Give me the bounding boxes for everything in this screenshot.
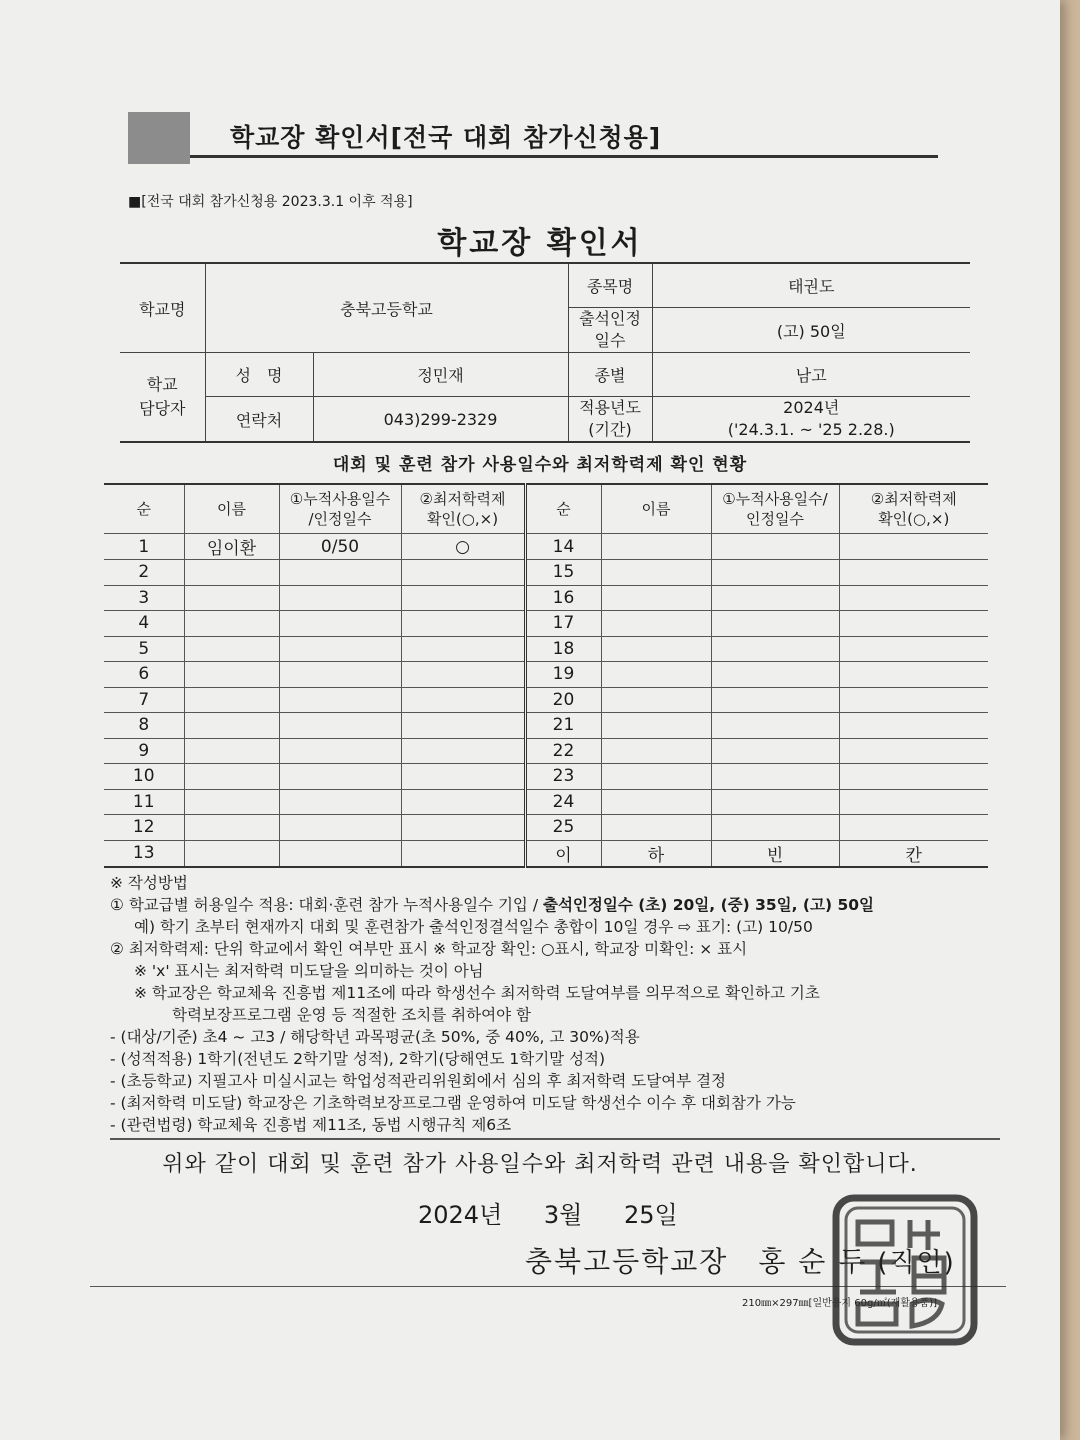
table-cell: 8 (104, 713, 184, 739)
table-cell (839, 738, 988, 764)
table-cell (601, 815, 711, 841)
table-cell (401, 815, 525, 841)
table-cell (279, 662, 401, 688)
table-row (104, 611, 988, 637)
table-cell: 12 (104, 815, 184, 841)
table-cell (401, 738, 525, 764)
table-cell (601, 662, 711, 688)
table-cell (184, 560, 279, 586)
table-cell (184, 611, 279, 637)
col-header: ①누적사용일수 /인정일수 (279, 484, 401, 534)
date-year: 2024년 (418, 1201, 503, 1229)
col-header: 이름 (184, 484, 279, 534)
type-label: 종별 (568, 353, 652, 397)
sport-label: 종목명 (568, 263, 652, 308)
school-value: 충북고등학교 (205, 263, 568, 353)
table-cell (279, 840, 401, 867)
table-cell (401, 560, 525, 586)
form-header (128, 112, 938, 164)
table-cell: 11 (104, 789, 184, 815)
instructions (110, 872, 1010, 1136)
table-cell: 9 (104, 738, 184, 764)
header-grey-block (128, 112, 190, 164)
school-label: 학교명 (120, 263, 205, 353)
table-cell: 25 (525, 815, 601, 841)
contact-value: 043)299-2329 (313, 397, 568, 443)
table-cell (401, 636, 525, 662)
date-month: 3월 (543, 1201, 583, 1229)
table-cell: ○ (401, 534, 525, 560)
table-cell (711, 585, 839, 611)
table-cell: 20 (525, 687, 601, 713)
table-row (104, 585, 988, 611)
table-cell: 16 (525, 585, 601, 611)
table-cell (184, 662, 279, 688)
year-value: 2024년 (783, 398, 840, 417)
table-cell (711, 662, 839, 688)
table-cell: 4 (104, 611, 184, 637)
form-header-title: 학교장 확인서[전국 대회 참가신청용] (230, 123, 662, 152)
col-header: 순 (104, 484, 184, 534)
table-row (104, 840, 988, 867)
col-header: ②최저학력제 확인(○,×) (401, 484, 525, 534)
detail-4: - (최저학력 미도달) 학교장은 기초학력보장프로그램 운영하여 미도달 학생선수 이수 후 대회참가 가능 (110, 1094, 796, 1112)
table-cell (711, 687, 839, 713)
table-cell (184, 585, 279, 611)
official-seal-icon (830, 1192, 980, 1348)
table-cell: 7 (104, 687, 184, 713)
table-cell (839, 764, 988, 790)
table-cell (401, 713, 525, 739)
table-row (104, 560, 988, 586)
table-cell (839, 687, 988, 713)
table-cell: 3 (104, 585, 184, 611)
col-header: 순 (525, 484, 601, 534)
table-cell (711, 534, 839, 560)
table-row (104, 534, 988, 560)
table-cell (839, 789, 988, 815)
table-cell (601, 789, 711, 815)
detail-3: - (초등학교) 지필고사 미실시교는 학업성적관리위원회에서 심의 후 최저학력 도달여부 결정 (110, 1072, 727, 1090)
table-row (104, 636, 988, 662)
period-value: ('24.3.1. ~ '25 2.28.) (727, 420, 895, 439)
table-cell (401, 611, 525, 637)
table-cell (711, 764, 839, 790)
table-cell: 21 (525, 713, 601, 739)
table-cell (601, 687, 711, 713)
attendance-value: (고) 50일 (652, 308, 970, 353)
paper-spec: 210㎜×297㎜[일반용지 60g/㎡(재활용품)] (742, 1298, 938, 1309)
note-2-a: ※ 'x' 표시는 최저학력 미도달을 의미하는 것이 아님 (134, 962, 484, 980)
participation-table (104, 483, 988, 868)
table-cell (184, 713, 279, 739)
notes-heading: ※ 작성방법 (110, 874, 188, 892)
col-header: ①누적사용일수/ 인정일수 (711, 484, 839, 534)
table-cell (279, 636, 401, 662)
table-cell: 칸 (839, 840, 988, 867)
note-1: ① 학교급별 허용일수 적용: 대회·훈련 참가 누적사용일수 기입 / 출석인정일수 (초) 20일, (중) 35일, (고) 50일 (110, 896, 875, 914)
confirm-statement: 위와 같이 대회 및 훈련 참가 사용일수와 최저학력 관련 내용을 확인합니다. (162, 1152, 918, 1177)
table-cell: 15 (525, 560, 601, 586)
attendance-label: 출석인정 일수 (568, 308, 652, 353)
table-cell (184, 738, 279, 764)
table-cell (401, 789, 525, 815)
school-info-table (120, 262, 970, 443)
detail-1: - (대상/기준) 초4 ~ 고3 / 해당학년 과목평균(초 50%, 중 40%, 고 30%)적용 (110, 1028, 640, 1046)
table-cell (711, 738, 839, 764)
table-cell (401, 585, 525, 611)
detail-5: - (관련법령) 학교체육 진흥법 제11조, 동법 시행규칙 제6조 (110, 1116, 512, 1134)
divider (110, 1138, 1000, 1140)
date-day: 25일 (624, 1201, 678, 1229)
table-cell (279, 687, 401, 713)
table-cell (601, 611, 711, 637)
table-row (104, 815, 988, 841)
table-cell (279, 815, 401, 841)
sport-value: 태권도 (652, 263, 970, 308)
table-cell: 0/50 (279, 534, 401, 560)
table-cell (601, 636, 711, 662)
table-cell (711, 636, 839, 662)
note-2-b1: ※ 학교장은 학교체육 진흥법 제11조에 따라 학생선수 최저학력 도달여부를 의무적으로 확인하고 기초 (134, 984, 820, 1002)
table-cell: 5 (104, 636, 184, 662)
table-cell (711, 713, 839, 739)
table-cell (279, 611, 401, 637)
table-cell: 23 (525, 764, 601, 790)
table-cell (401, 764, 525, 790)
table-cell: 하 (601, 840, 711, 867)
table-cell (601, 585, 711, 611)
table-cell (279, 713, 401, 739)
table-cell (279, 585, 401, 611)
type-value: 남고 (652, 353, 970, 397)
col-header: ②최저학력제 확인(○,×) (839, 484, 988, 534)
year-cell (652, 397, 970, 443)
table-cell: 14 (525, 534, 601, 560)
table-cell: 13 (104, 840, 184, 867)
table-cell (839, 585, 988, 611)
table-cell (601, 560, 711, 586)
table-cell: 24 (525, 789, 601, 815)
table-cell: 이 (525, 840, 601, 867)
seal-label: (직인) (877, 1248, 956, 1278)
table-cell: 17 (525, 611, 601, 637)
table-cell (601, 713, 711, 739)
col-header: 이름 (601, 484, 711, 534)
table-cell (401, 840, 525, 867)
table-cell (279, 738, 401, 764)
year-label: 적용년도 (기간) (568, 397, 652, 443)
table-cell (401, 687, 525, 713)
note-2-b2: 학력보장프로그램 운영 등 적절한 조치를 취하여야 함 (172, 1006, 531, 1024)
table-cell: 2 (104, 560, 184, 586)
table-cell (601, 764, 711, 790)
table-row (104, 687, 988, 713)
table-cell (184, 840, 279, 867)
table-cell (184, 636, 279, 662)
table-cell (711, 815, 839, 841)
name-label: 성 명 (205, 353, 313, 397)
table-cell: 19 (525, 662, 601, 688)
table-cell (839, 636, 988, 662)
table-row (104, 764, 988, 790)
table-cell: 18 (525, 636, 601, 662)
name-value: 정민재 (313, 353, 568, 397)
table-cell (711, 560, 839, 586)
table-cell (601, 738, 711, 764)
table-cell (839, 611, 988, 637)
note-1-example: 예) 학기 초부터 현재까지 대회 및 훈련참가 출석인정결석일수 총합이 10일 경우 ⇨ 표기: (고) 10/50 (134, 918, 813, 936)
table-cell (279, 764, 401, 790)
table-row (104, 662, 988, 688)
table-cell (839, 815, 988, 841)
table-cell (184, 764, 279, 790)
table-row (104, 713, 988, 739)
table-cell (839, 560, 988, 586)
table-row (104, 738, 988, 764)
table-cell (711, 611, 839, 637)
table-cell (279, 560, 401, 586)
staff-label: 학교 담당자 (120, 353, 205, 443)
table-cell (184, 687, 279, 713)
table-cell (401, 662, 525, 688)
table-cell (711, 789, 839, 815)
table-cell (839, 662, 988, 688)
page-title: 학교장 확인서 (437, 226, 643, 261)
table-cell: 임이환 (184, 534, 279, 560)
table-title: 대회 및 훈련 참가 사용일수와 최저학력제 확인 현황 (332, 455, 748, 475)
note-2: ② 최저학력제: 단위 학교에서 확인 여부만 표시 ※ 학교장 확인: ○표시, 학교장 미확인: × 표시 (110, 940, 748, 958)
contact-label: 연락처 (205, 397, 313, 443)
table-cell: 6 (104, 662, 184, 688)
table-row (104, 789, 988, 815)
table-cell (279, 789, 401, 815)
table-cell (184, 789, 279, 815)
issue-date (418, 1195, 712, 1230)
form-notice: ■[전국 대회 참가신청용 2023.3.1 이후 적용] (128, 194, 413, 210)
table-cell (601, 534, 711, 560)
principal-name: 충북고등학교장 홍 순 두 (525, 1245, 868, 1278)
table-cell: 10 (104, 764, 184, 790)
table-header-row (104, 484, 988, 534)
detail-2: - (성적적용) 1학기(전년도 2학기말 성적), 2학기(당해연도 1학기말 성적) (110, 1050, 606, 1068)
table-cell (184, 815, 279, 841)
header-rule (190, 155, 938, 158)
table-cell: 1 (104, 534, 184, 560)
table-cell: 22 (525, 738, 601, 764)
table-cell: 빈 (711, 840, 839, 867)
table-cell (839, 534, 988, 560)
table-cell (839, 713, 988, 739)
